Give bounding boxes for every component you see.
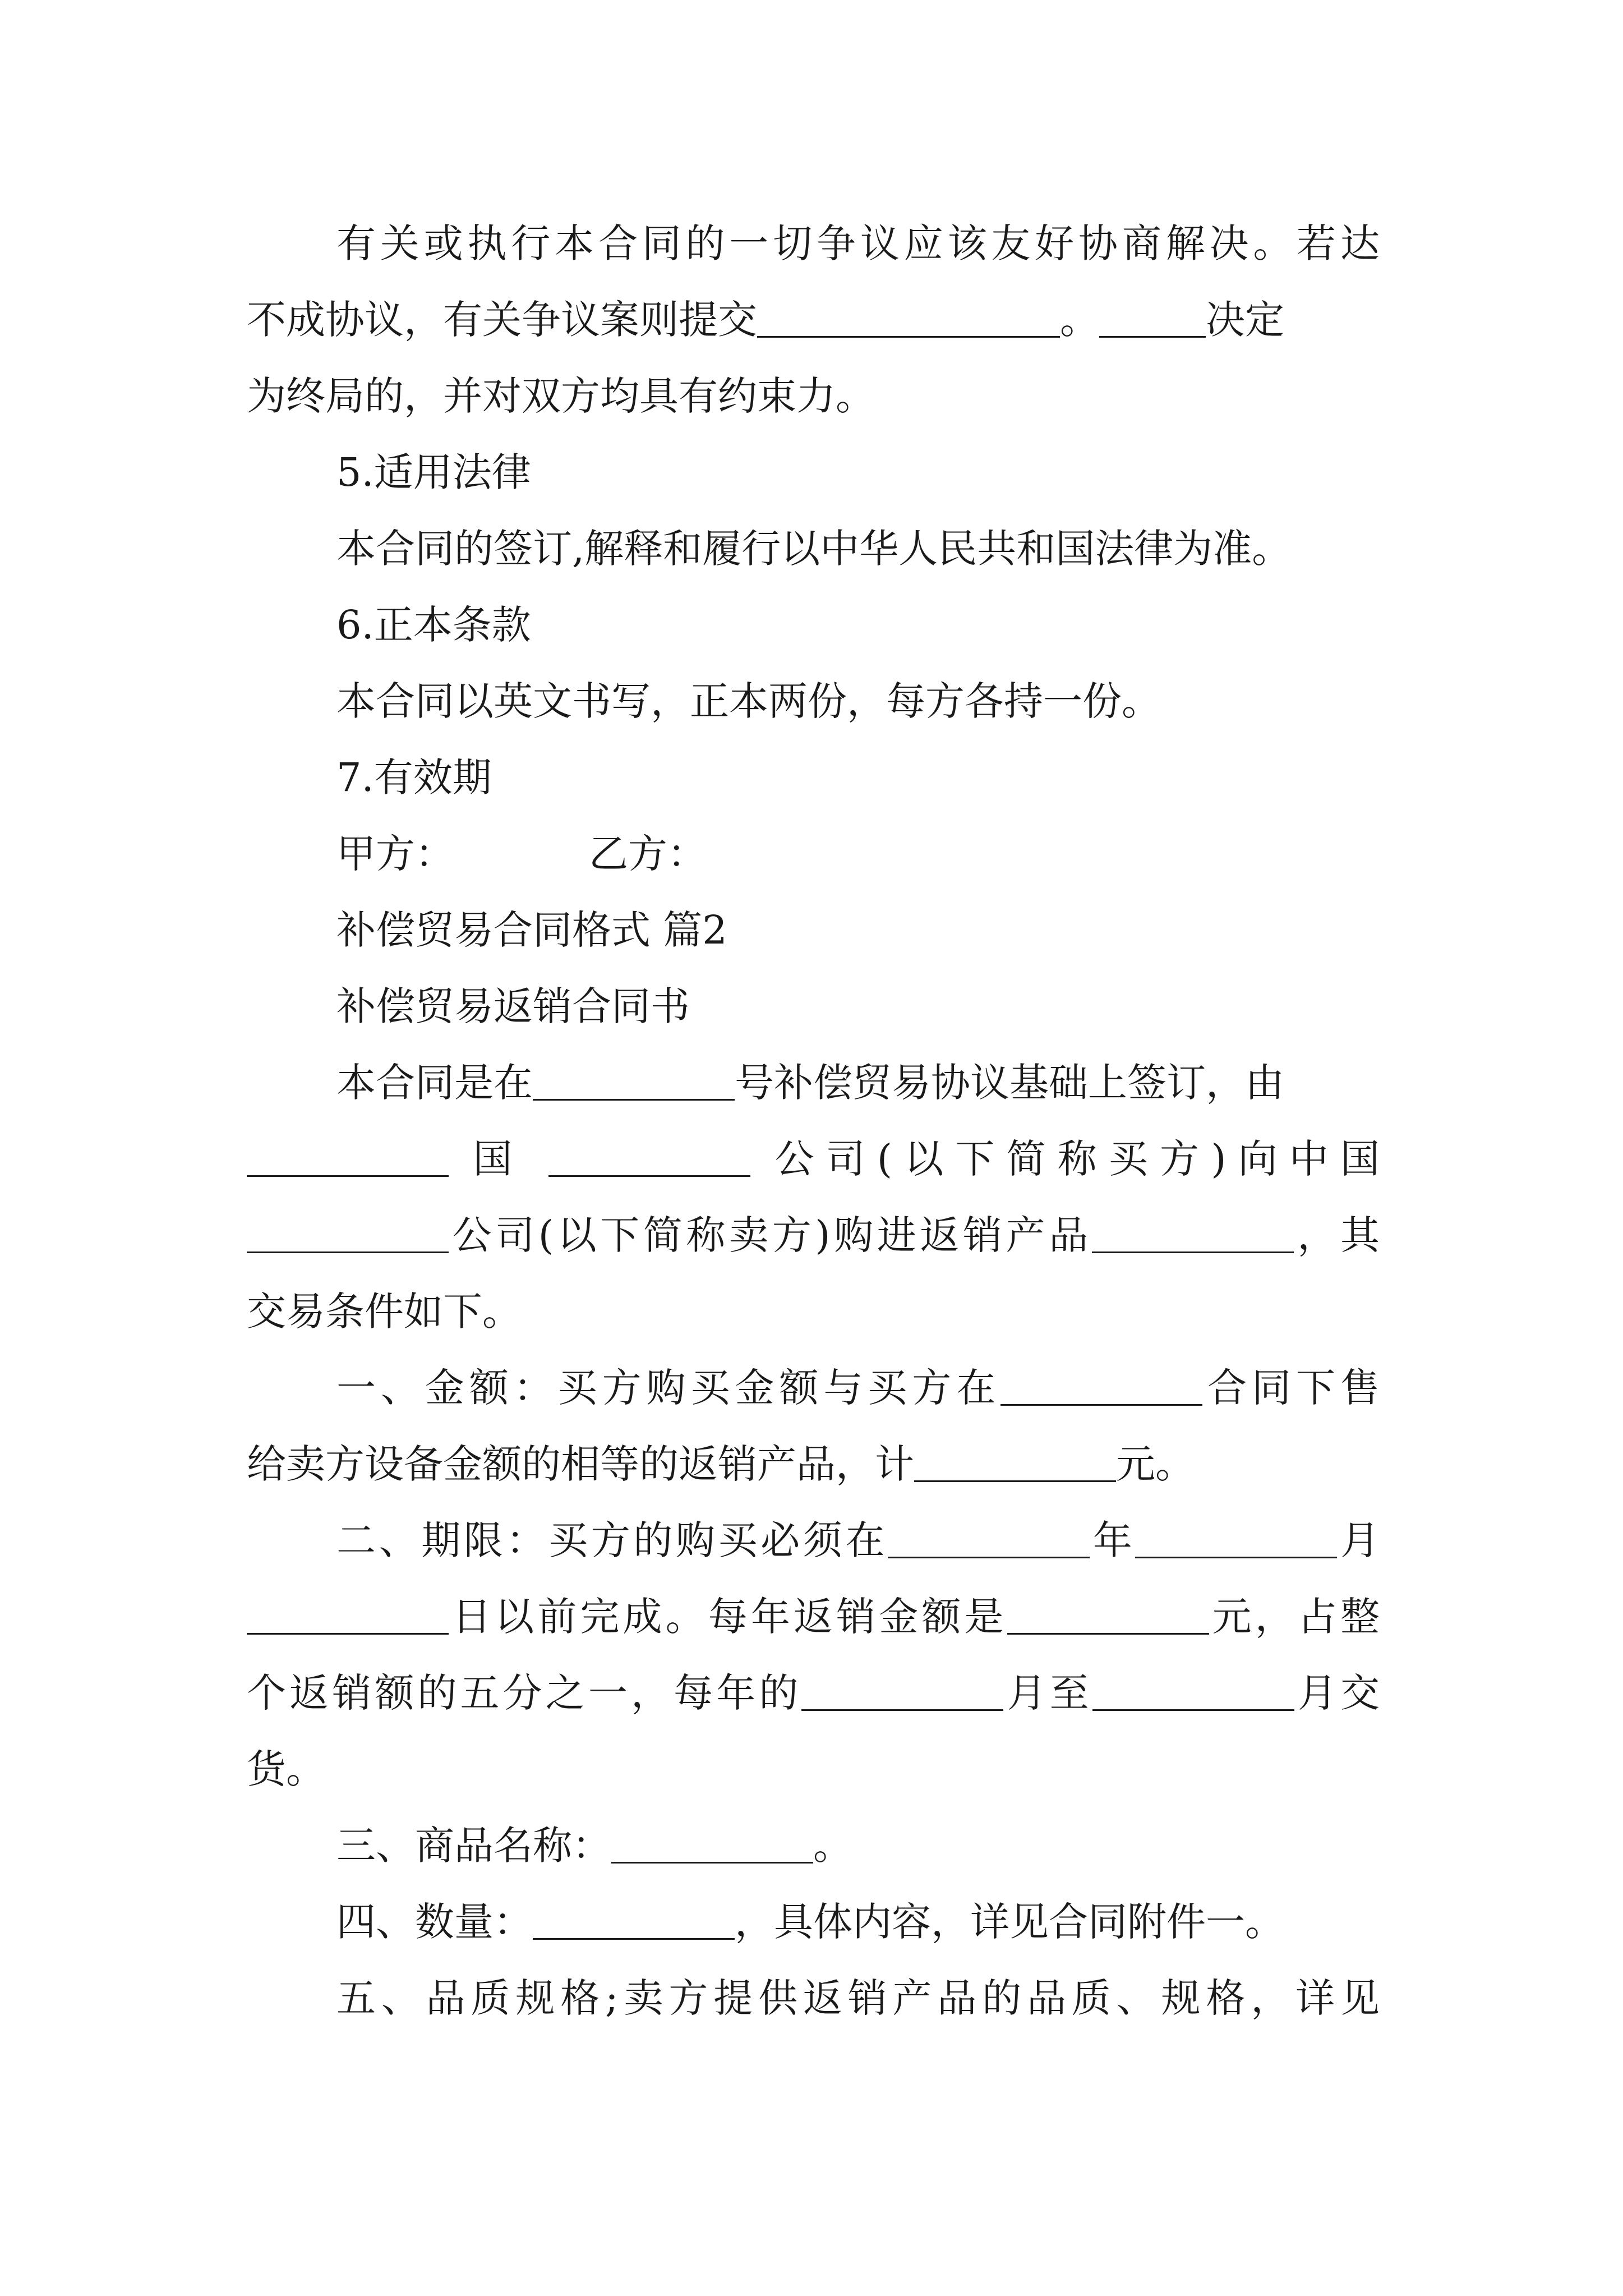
intro-line-1 — [336, 1052, 1380, 1114]
validity-heading: 7.有效期 — [336, 754, 492, 800]
annual-amount-blank — [1007, 1596, 1209, 1635]
dispute-text-2c: 决定 — [1206, 297, 1284, 343]
clause-2-line-4 — [247, 1738, 1380, 1800]
clause-1-line-1 — [336, 1357, 1380, 1419]
decision-body-blank — [1099, 299, 1206, 338]
party-a-label: 甲方： — [336, 831, 454, 877]
party-b-label: 乙方： — [589, 831, 707, 877]
month-blank — [1135, 1520, 1337, 1559]
product-name-label: 三、商品名称： — [336, 1823, 611, 1869]
dispute-text-2a: 不成协议，有关争议案则提交 — [247, 297, 757, 343]
end-month-blank — [1092, 1672, 1294, 1711]
product-name-end: 。 — [813, 1823, 852, 1869]
section-6-body — [336, 670, 1380, 732]
seller-company-blank — [247, 1214, 449, 1254]
term-text-2a: 日以前完成。每年返销金额是 — [449, 1594, 1007, 1640]
clause-1-line-2 — [247, 1433, 1380, 1495]
clause-2-line-1 — [336, 1510, 1380, 1571]
intro-text-2a: 国 — [473, 1136, 524, 1182]
dispute-text-2b: 。 — [1060, 297, 1099, 343]
dispute-line-3 — [247, 365, 1380, 427]
term-text-3a: 个返销额的五分之一，每年的 — [247, 1670, 802, 1716]
part-2-subtitle-line — [336, 976, 1380, 1037]
quality-spec-text: 五、品质规格;卖方提供返销产品的品质、规格，详见 — [336, 1975, 1380, 2021]
intro-text-1a: 本合同是在 — [336, 1060, 533, 1106]
dispute-line-1 — [336, 213, 1380, 274]
dispute-line-2 — [247, 289, 1380, 351]
contract-blank — [1000, 1367, 1202, 1406]
term-text-1c: 月 — [1337, 1517, 1380, 1563]
quantity-text: ，具体内容，详见合同附件一。 — [735, 1899, 1284, 1945]
section-7-heading — [336, 747, 1380, 808]
intro-line-3 — [247, 1204, 1380, 1266]
agreement-number-blank — [533, 1062, 735, 1101]
amount-blank — [914, 1443, 1116, 1483]
intro-text-4: 交易条件如下。 — [247, 1289, 522, 1335]
clause-4-line — [336, 1891, 1380, 1953]
signature-parties — [336, 823, 1380, 885]
clause-2-line-2 — [247, 1586, 1380, 1648]
day-blank — [247, 1596, 449, 1635]
term-text-3b: 月至 — [1003, 1670, 1092, 1716]
intro-text-2b: 公司(以下简称买方)向中国 — [774, 1136, 1380, 1182]
original-copies-text: 本合同以英文书写，正本两份，每方各持一份。 — [336, 678, 1161, 724]
part-2-title: 补偿贸易合同格式 篇2 — [336, 907, 727, 953]
start-month-blank — [801, 1672, 1003, 1711]
product-name-blank — [611, 1825, 813, 1864]
term-text-1a: 二、期限：买方的购买必须在 — [336, 1517, 888, 1563]
dispute-text-3: 为终局的，并对双方均具有约束力。 — [247, 373, 875, 419]
intro-text-1b: 号补偿贸易协议基础上签订，由 — [735, 1060, 1284, 1106]
dispute-text-1: 有关或执行本合同的一切争议应该友好协商解决。若达 — [336, 220, 1380, 266]
product-blank — [1092, 1214, 1294, 1254]
amount-text-1b: 合同下售 — [1202, 1365, 1380, 1411]
amount-text-2b: 元。 — [1116, 1441, 1195, 1487]
term-text-4: 货。 — [247, 1746, 325, 1792]
year-blank — [888, 1520, 1090, 1559]
section-6-heading — [336, 594, 1380, 656]
arbitration-body-blank — [757, 299, 1060, 338]
amount-text-1a: 一、金额：买方购买金额与买方在 — [336, 1365, 1001, 1411]
buyer-company-blank — [548, 1138, 750, 1177]
intro-text-3a: 公司(以下简称卖方)购进返销产品 — [449, 1212, 1092, 1258]
quantity-label: 四、数量： — [336, 1899, 533, 1945]
term-text-3c: 月交 — [1294, 1670, 1380, 1716]
term-text-1b: 年 — [1090, 1517, 1136, 1563]
governing-law-text: 本合同的签订,解释和履行以中华人民共和国法律为准。 — [336, 526, 1292, 572]
clause-3-line — [336, 1815, 1380, 1876]
clause-5-line — [336, 1967, 1380, 2029]
part-2-title-line — [336, 899, 1380, 961]
buyback-contract-title: 补偿贸易返销合同书 — [336, 983, 690, 1029]
intro-line-2 — [247, 1128, 1380, 1190]
amount-text-2a: 给卖方设备金额的相等的返销产品，计 — [247, 1441, 914, 1487]
term-text-2b: 元，占整 — [1209, 1594, 1380, 1640]
intro-text-3b: ，其 — [1293, 1212, 1380, 1258]
clause-2-line-3 — [247, 1662, 1380, 1724]
quantity-blank — [533, 1901, 735, 1940]
section-5-body — [336, 518, 1380, 579]
original-copies-heading: 6.正本条款 — [336, 602, 531, 648]
buyer-country-blank — [247, 1138, 449, 1177]
governing-law-heading: 5.适用法律 — [336, 449, 531, 495]
intro-line-4 — [247, 1281, 1380, 1342]
section-5-heading — [336, 441, 1380, 503]
